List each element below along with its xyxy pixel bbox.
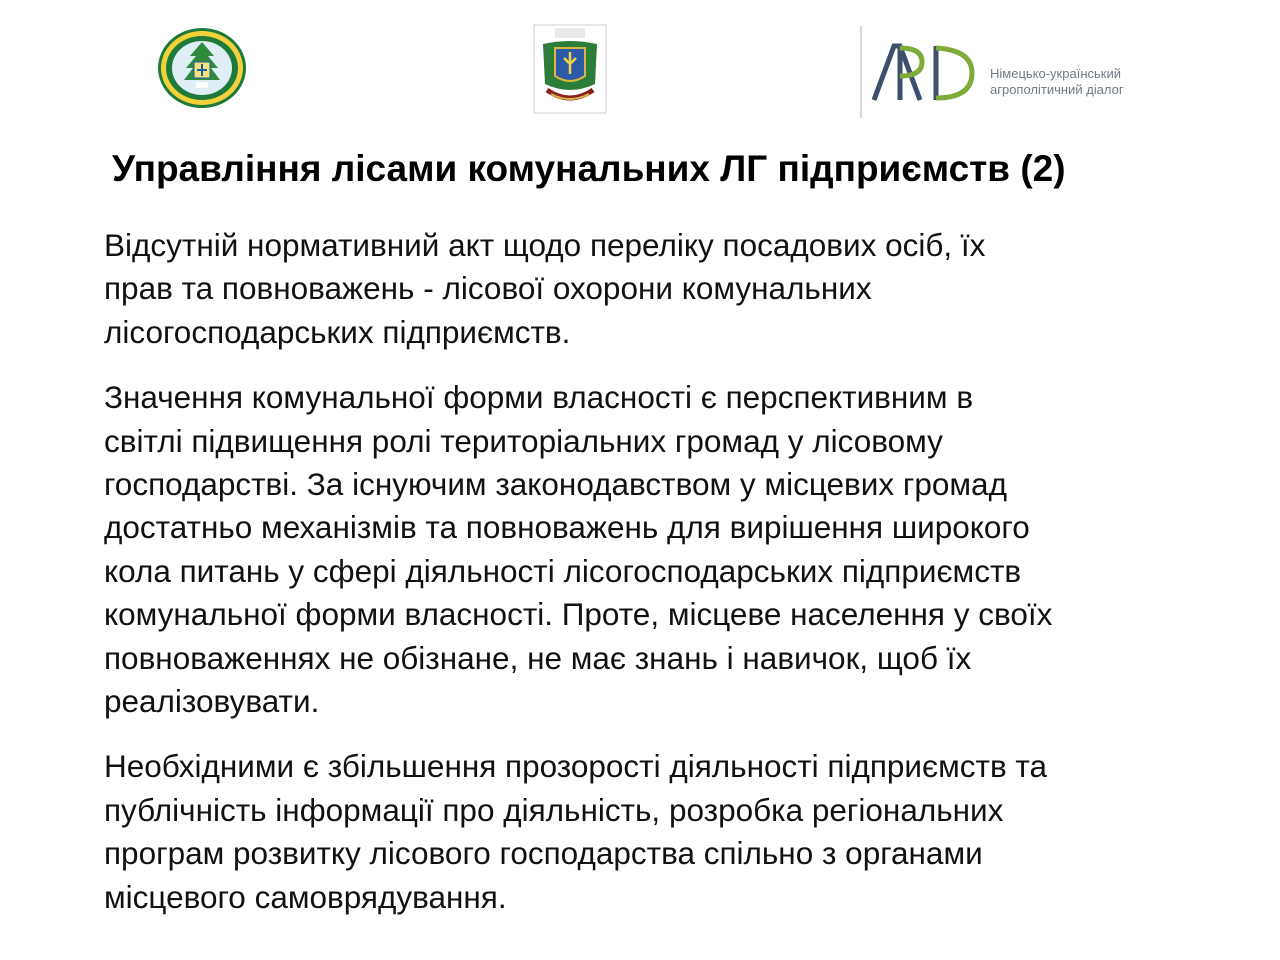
text-line: реалізовувати. <box>104 683 320 720</box>
text-line: Необхідними є збільшення прозорості діяльності підприємств та <box>104 748 1048 785</box>
text-line: кола питань у сфері діяльності лісогосподарських підприємств <box>104 552 1022 589</box>
text-line: комунальної форми власності. Проте, місцеве населення у своїх <box>104 596 1053 633</box>
slide-title: Управління лісами комунальних ЛГ підприємств (2) <box>112 148 1066 189</box>
slide-body <box>104 224 1194 941</box>
paragraph <box>104 376 1194 723</box>
text-line: світлі підвищення ролі територіальних громад у лісовому <box>104 422 943 459</box>
university-emblem-icon <box>156 26 248 110</box>
apd-caption-line: Німецько-український <box>990 66 1121 81</box>
apd-logo-icon <box>870 38 980 108</box>
apd-caption-line: агрополітичний діалог <box>990 82 1124 97</box>
paragraph <box>104 224 1194 354</box>
apd-caption <box>990 66 1124 98</box>
academy-coat-of-arms-icon <box>533 24 607 114</box>
text-line: Значення комунальної форми власності є перспективним в <box>104 379 974 416</box>
paragraph <box>104 745 1194 919</box>
text-line: публічність інформації про діяльність, розробка регіональних <box>104 791 1004 828</box>
logo-divider <box>860 26 862 118</box>
text-line: прав та повноважень - лісової охорони комунальних <box>104 270 872 307</box>
text-line: програм розвитку лісового господарства спільно з органами <box>104 835 983 872</box>
text-line: повноваженнях не обізнане, не має знань і навичок, щоб їх <box>104 639 972 676</box>
text-line: лісогосподарських підприємств. <box>104 313 571 350</box>
text-line: місцевого самоврядування. <box>104 878 507 915</box>
text-line: господарстві. За існуючим законодавством у місцевих громад <box>104 466 1007 503</box>
text-line: Відсутній нормативний акт щодо переліку посадових осіб, їх <box>104 227 986 263</box>
text-line: достатньо механізмів та повноважень для вирішення широкого <box>104 509 1030 546</box>
